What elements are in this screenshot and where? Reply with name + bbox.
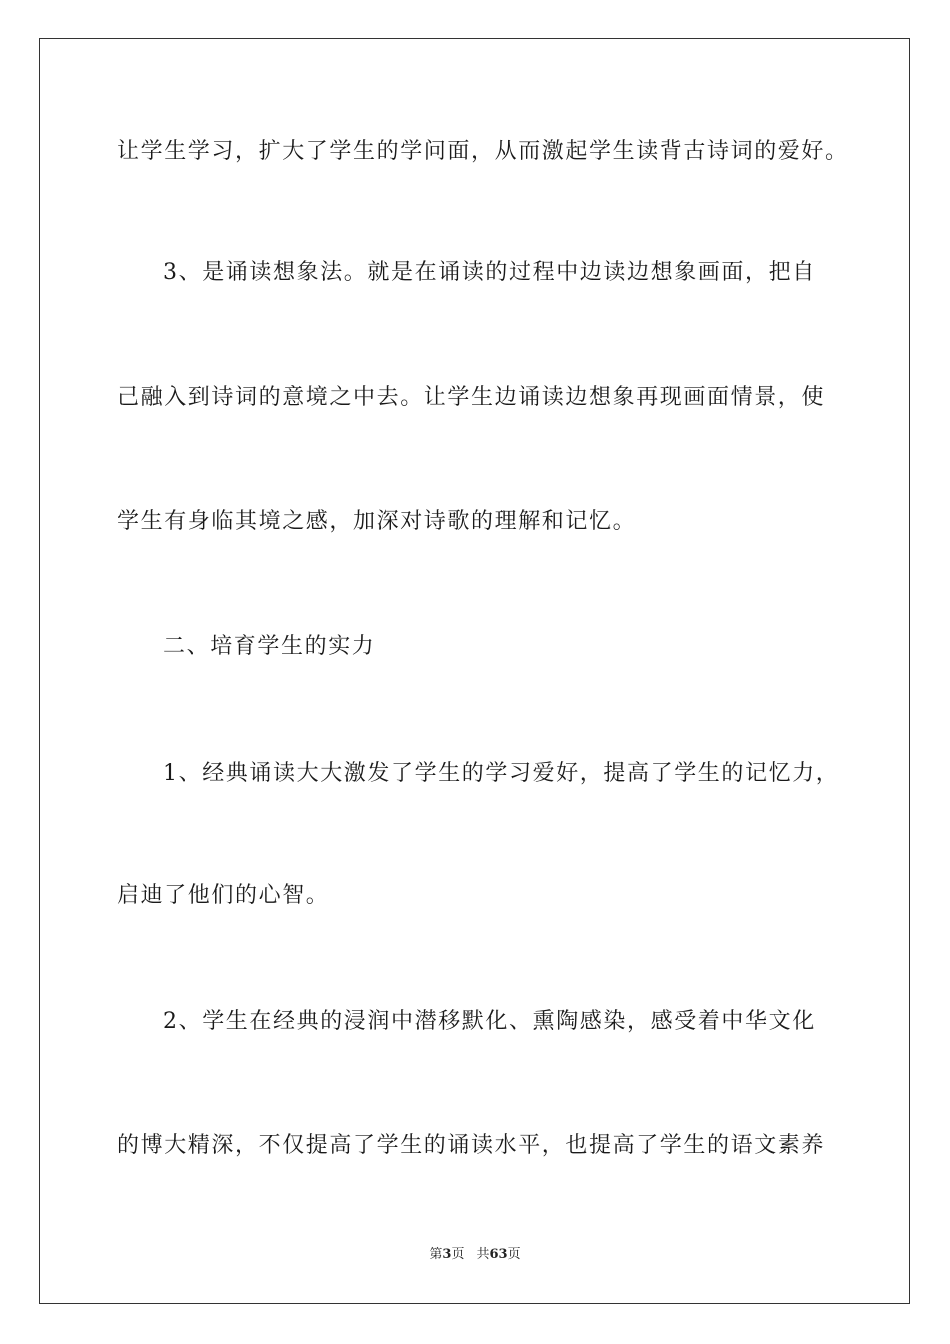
body-line-6: 1、经典诵读大大激发了学生的学习爱好，提高了学生的记忆力，: [163, 761, 840, 786]
body-line-3: 己融入到诗词的意境之中去。让学生边诵读边想象再现画面情景，使: [117, 385, 826, 410]
page-number: 3: [442, 1247, 452, 1262]
body-line-8: 2、学生在经典的浸润中潜移默化、熏陶感染，感受着中华文化: [163, 1009, 816, 1034]
body-line-1: 让学生学习，扩大了学生的学问面，从而激起学生读背古诗词的爱好。: [117, 139, 849, 164]
total-pages: 63: [489, 1247, 508, 1262]
body-line-7: 启迪了他们的心智。: [117, 883, 330, 908]
page-prefix: 第: [429, 1247, 443, 1262]
page-suffix: 页: [451, 1247, 465, 1262]
body-line-9: 的博大精深，不仅提高了学生的诵读水平，也提高了学生的语文素养: [117, 1133, 826, 1158]
total-suffix: 页: [507, 1247, 521, 1262]
body-line-4: 学生有身临其境之感，加深对诗歌的理解和记忆。: [117, 509, 637, 534]
body-line-2: 3、是诵读想象法。就是在诵读的过程中边读边想象画面，把自: [163, 260, 816, 285]
page-border: [39, 38, 910, 1304]
page-footer: [0, 1246, 950, 1264]
total-prefix: 共: [476, 1247, 490, 1262]
section-heading: 二、培育学生的实力: [163, 634, 376, 659]
